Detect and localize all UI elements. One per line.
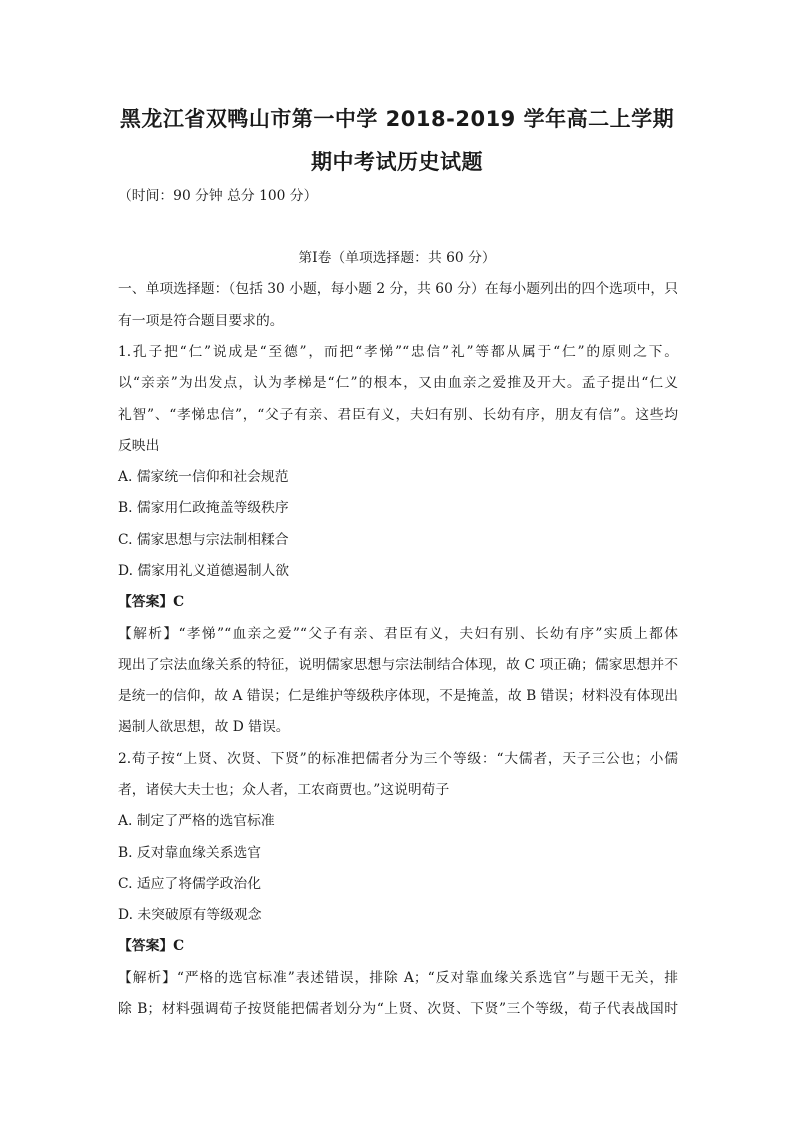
question-1-analysis: 遏制人欲思想，故 D 错误。 bbox=[118, 719, 290, 735]
question-2-option-d: D. 未突破原有等级观念 bbox=[118, 907, 262, 923]
section-instruction: 一、单项选择题：（包括 30 小题，每小题 2 分，共 60 分）在每小题列出的四个选项中，只 bbox=[118, 281, 678, 297]
question-2-stem: 者，诸侯大夫士也；众人者，工农商贾也。”这说明荀子 bbox=[118, 782, 450, 798]
question-1-stem: 以“亲亲”为出发点，认为孝梯是“仁”的根本，又由血亲之爱推及开大。孟子提出“仁义 bbox=[118, 375, 678, 391]
question-2-option-a: A. 制定了严格的选官标准 bbox=[118, 813, 275, 829]
section-instruction: 有一项是符合题目要求的。 bbox=[118, 313, 284, 329]
question-2-analysis: 除 B；材料强调荀子按贤能把儒者划分为“上贤、次贤、下贤”三个等级，荀子代表战国时 bbox=[118, 1001, 678, 1017]
question-1-analysis: 是统一的信仰，故 A 错误；仁是维护等级秩序体现，不是掩盖，故 B 错误；材料没有体现出 bbox=[118, 688, 678, 704]
question-1-option-d: D. 儒家用礼义道德遏制人欲 bbox=[118, 563, 290, 579]
exam-time-info: （时间：90 分钟 总分 100 分） bbox=[118, 188, 318, 204]
question-2-answer: 【答案】C bbox=[118, 938, 185, 954]
question-1-option-b: B. 儒家用仁政掩盖等级秩序 bbox=[118, 500, 289, 516]
question-1-option-c: C. 儒家思想与宗法制相糅合 bbox=[118, 532, 289, 548]
exam-title-line2: 期中考试历史试题 bbox=[311, 150, 483, 174]
question-2-stem: 2.荀子按“上贤、次贤、下贤”的标准把儒者分为三个等级：“大儒者，天子三公也；小儒 bbox=[118, 751, 678, 767]
question-2-analysis: 【解析】“严格的选官标准”表述错误，排除 A；“反对靠血缘关系选官”与题干无关，排 bbox=[118, 970, 678, 986]
exam-title-line1: 黑龙江省双鸭山市第一中学 2018-2019 学年高二上学期 bbox=[119, 107, 675, 131]
question-2-option-c: C. 适应了将儒学政治化 bbox=[118, 876, 262, 892]
question-1-option-a: A. 儒家统一信仰和社会规范 bbox=[118, 469, 289, 485]
question-1-analysis: 【解析】“孝悌”“血亲之爱”“父子有亲、君臣有义，夫妇有别、长幼有序”实质上都体 bbox=[118, 626, 678, 642]
question-1-analysis: 现出了宗法血缘关系的特征，说明儒家思想与宗法制结合体现，故 C 项正确；儒家思想并不 bbox=[118, 657, 678, 673]
question-1-stem: 1.孔子把“仁”说成是“至德”，而把“孝悌”“忠信”礼”等都从属于“仁”的原则之下。 bbox=[118, 344, 678, 360]
question-1-answer: 【答案】C bbox=[118, 594, 185, 610]
question-1-stem: 反映出 bbox=[118, 438, 160, 454]
question-1-stem: 礼智”、“孝悌忠信”，“父子有亲、君臣有义，夫妇有别、长幼有序，朋友有信”。这些均 bbox=[118, 407, 678, 423]
question-2-option-b: B. 反对靠血缘关系选官 bbox=[118, 845, 262, 861]
section-heading: 第Ⅰ卷（单项选择题：共 60 分） bbox=[298, 250, 496, 266]
